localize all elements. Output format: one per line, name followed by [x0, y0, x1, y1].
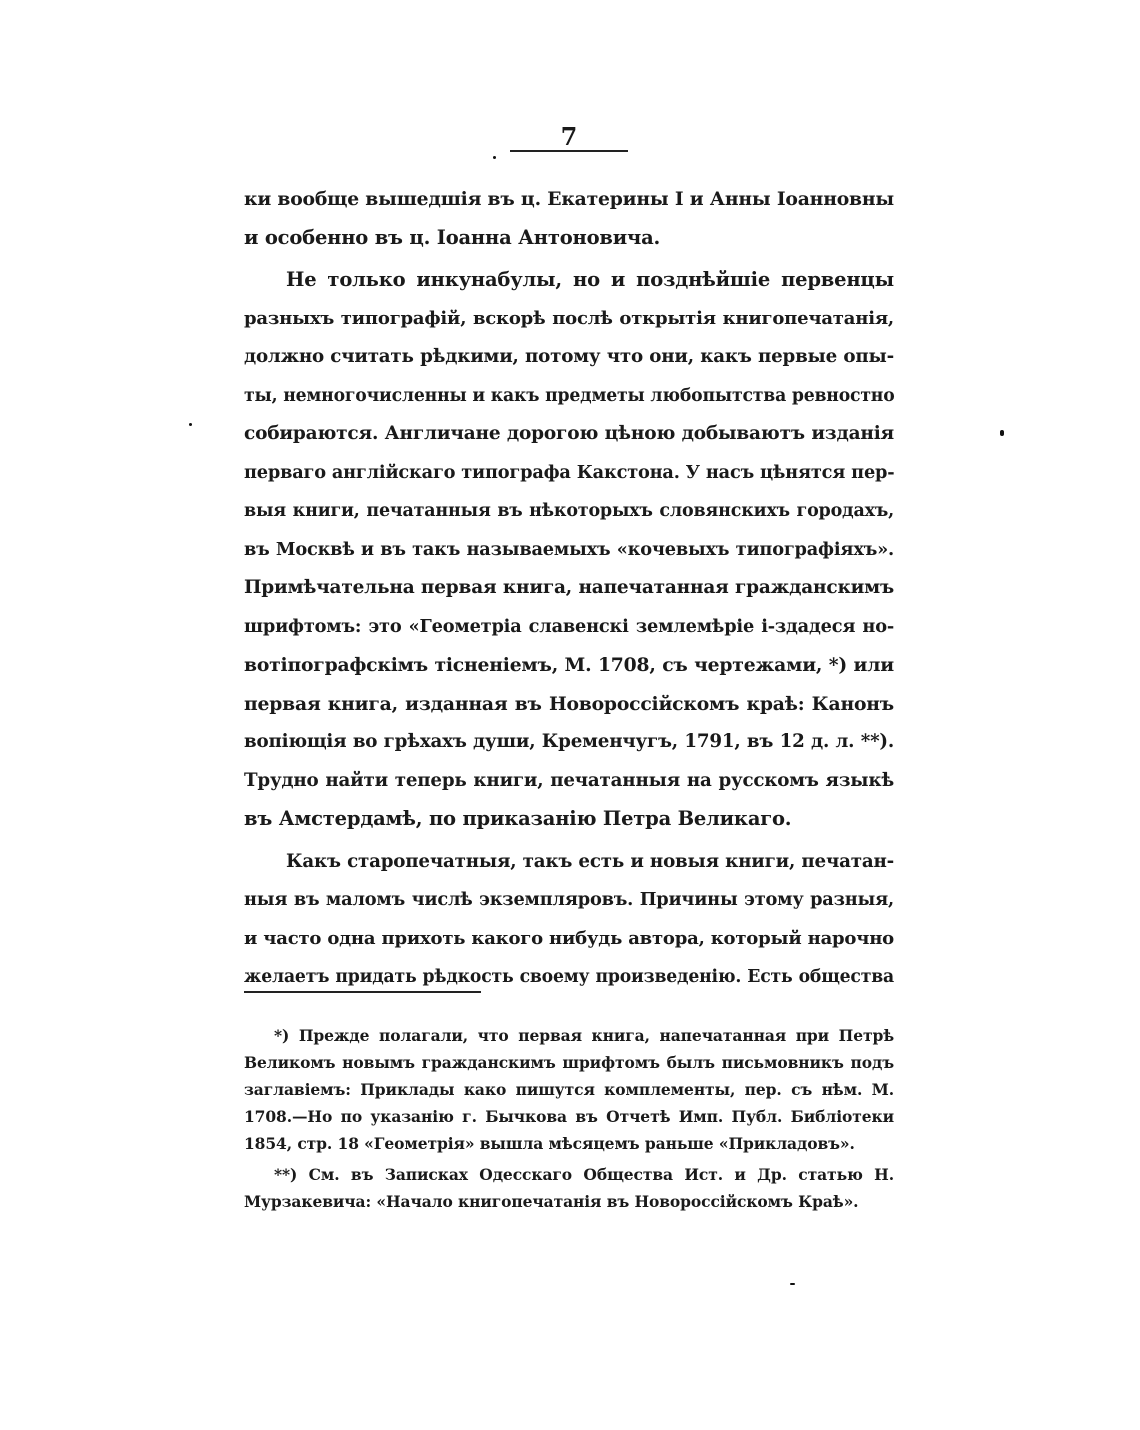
text-line: первая книга, изданная въ Новороссійскомъ краѣ: Канонъ	[244, 692, 894, 715]
footnote-line: 1854, стр. 18 «Геометрія» вышла мѣсяцемъ раньше «Прикладовъ».	[244, 1134, 855, 1153]
text-line: разныхъ типографій, вскорѣ послѣ открытія книгопечатанія,	[244, 307, 894, 329]
text-line: въ Амстердамѣ, по приказанію Петра Великаго.	[244, 807, 792, 830]
text-line: ки вообще вышедшія въ ц. Екатерины I и Анны Іоанновны	[244, 188, 894, 210]
footnote-line: Мурзакевича: «Начало книгопечатанія въ Новороссійскомъ Краѣ».	[244, 1192, 859, 1211]
scan-speck	[493, 156, 496, 159]
footnote-line: *) Прежде полагали, что первая книга, напечатанная при Петрѣ	[274, 1026, 894, 1045]
footnote-line: 1708.—Но по указанію г. Бычкова въ Отчетѣ Имп. Публ. Библіотеки	[244, 1107, 894, 1126]
scan-speck	[790, 1283, 795, 1285]
text-line: въ Москвѣ и въ такъ называемыхъ «кочевыхъ типографіяхъ».	[244, 538, 894, 560]
scan-speck	[1000, 430, 1004, 436]
scan-speck	[189, 423, 192, 426]
text-line: ты, немногочисленны и какъ предметы любопытства ревностно	[244, 385, 895, 406]
page-number: 7	[560, 122, 578, 151]
text-line: ныя въ маломъ числѣ экземпляровъ. Причины этому разныя,	[244, 889, 894, 910]
text-line: желаетъ придать рѣдкость своему произведенію. Есть общества	[244, 967, 894, 987]
text-line: и часто одна прихоть какого нибудь автора, который нарочно	[244, 927, 894, 949]
footnote-line: заглавіемъ: Приклады како пишутся комплементы, пер. съ нѣм. М.	[244, 1080, 894, 1099]
text-line: выя книги, печатанныя въ нѣкоторыхъ словянскихъ городахъ,	[244, 501, 894, 521]
text-line: собираются. Англичане дорогою цѣною добываютъ изданія	[244, 423, 894, 444]
text-line: вопіющія во грѣхахъ души, Кременчугъ, 1791, въ 12 д. л. **).	[244, 731, 894, 752]
footnote-rule	[244, 991, 481, 993]
text-line: вотіпографскімъ тісненіемъ, М. 1708, съ чертежами, *) или	[244, 654, 894, 676]
page-number-rule	[510, 150, 628, 152]
text-line: Трудно найти теперь книги, печатанныя на русскомъ языкѣ	[244, 769, 894, 791]
footnotes	[244, 1022, 894, 1215]
text-line: перваго англійскаго типографа Какстона. У насъ цѣнятся пер-	[244, 461, 895, 483]
text-line: и особенно въ ц. Іоанна Антоновича.	[244, 225, 661, 249]
footnote-line: **) См. въ Записках Одесскаго Общества Ист. и Др. статью Н.	[274, 1165, 894, 1184]
text-line: Не только инкунабулы, но и позднѣйшіе первенцы	[286, 268, 894, 291]
text-line: Примѣчательна первая книга, напечатанная гражданскимъ	[244, 577, 894, 598]
text-line: шрифтомъ: это «Геометріа славенскі землемѣріе і-здадеся но-	[244, 615, 894, 637]
text-line: должно считать рѣдкими, потому что они, какъ первые опы-	[244, 346, 894, 367]
text-line: Какъ старопечатныя, такъ есть и новыя книги, печатан-	[286, 850, 894, 872]
footnote-line: Великомъ новымъ гражданскимъ шрифтомъ былъ письмовникъ подъ	[244, 1053, 894, 1072]
main-text	[244, 180, 894, 997]
